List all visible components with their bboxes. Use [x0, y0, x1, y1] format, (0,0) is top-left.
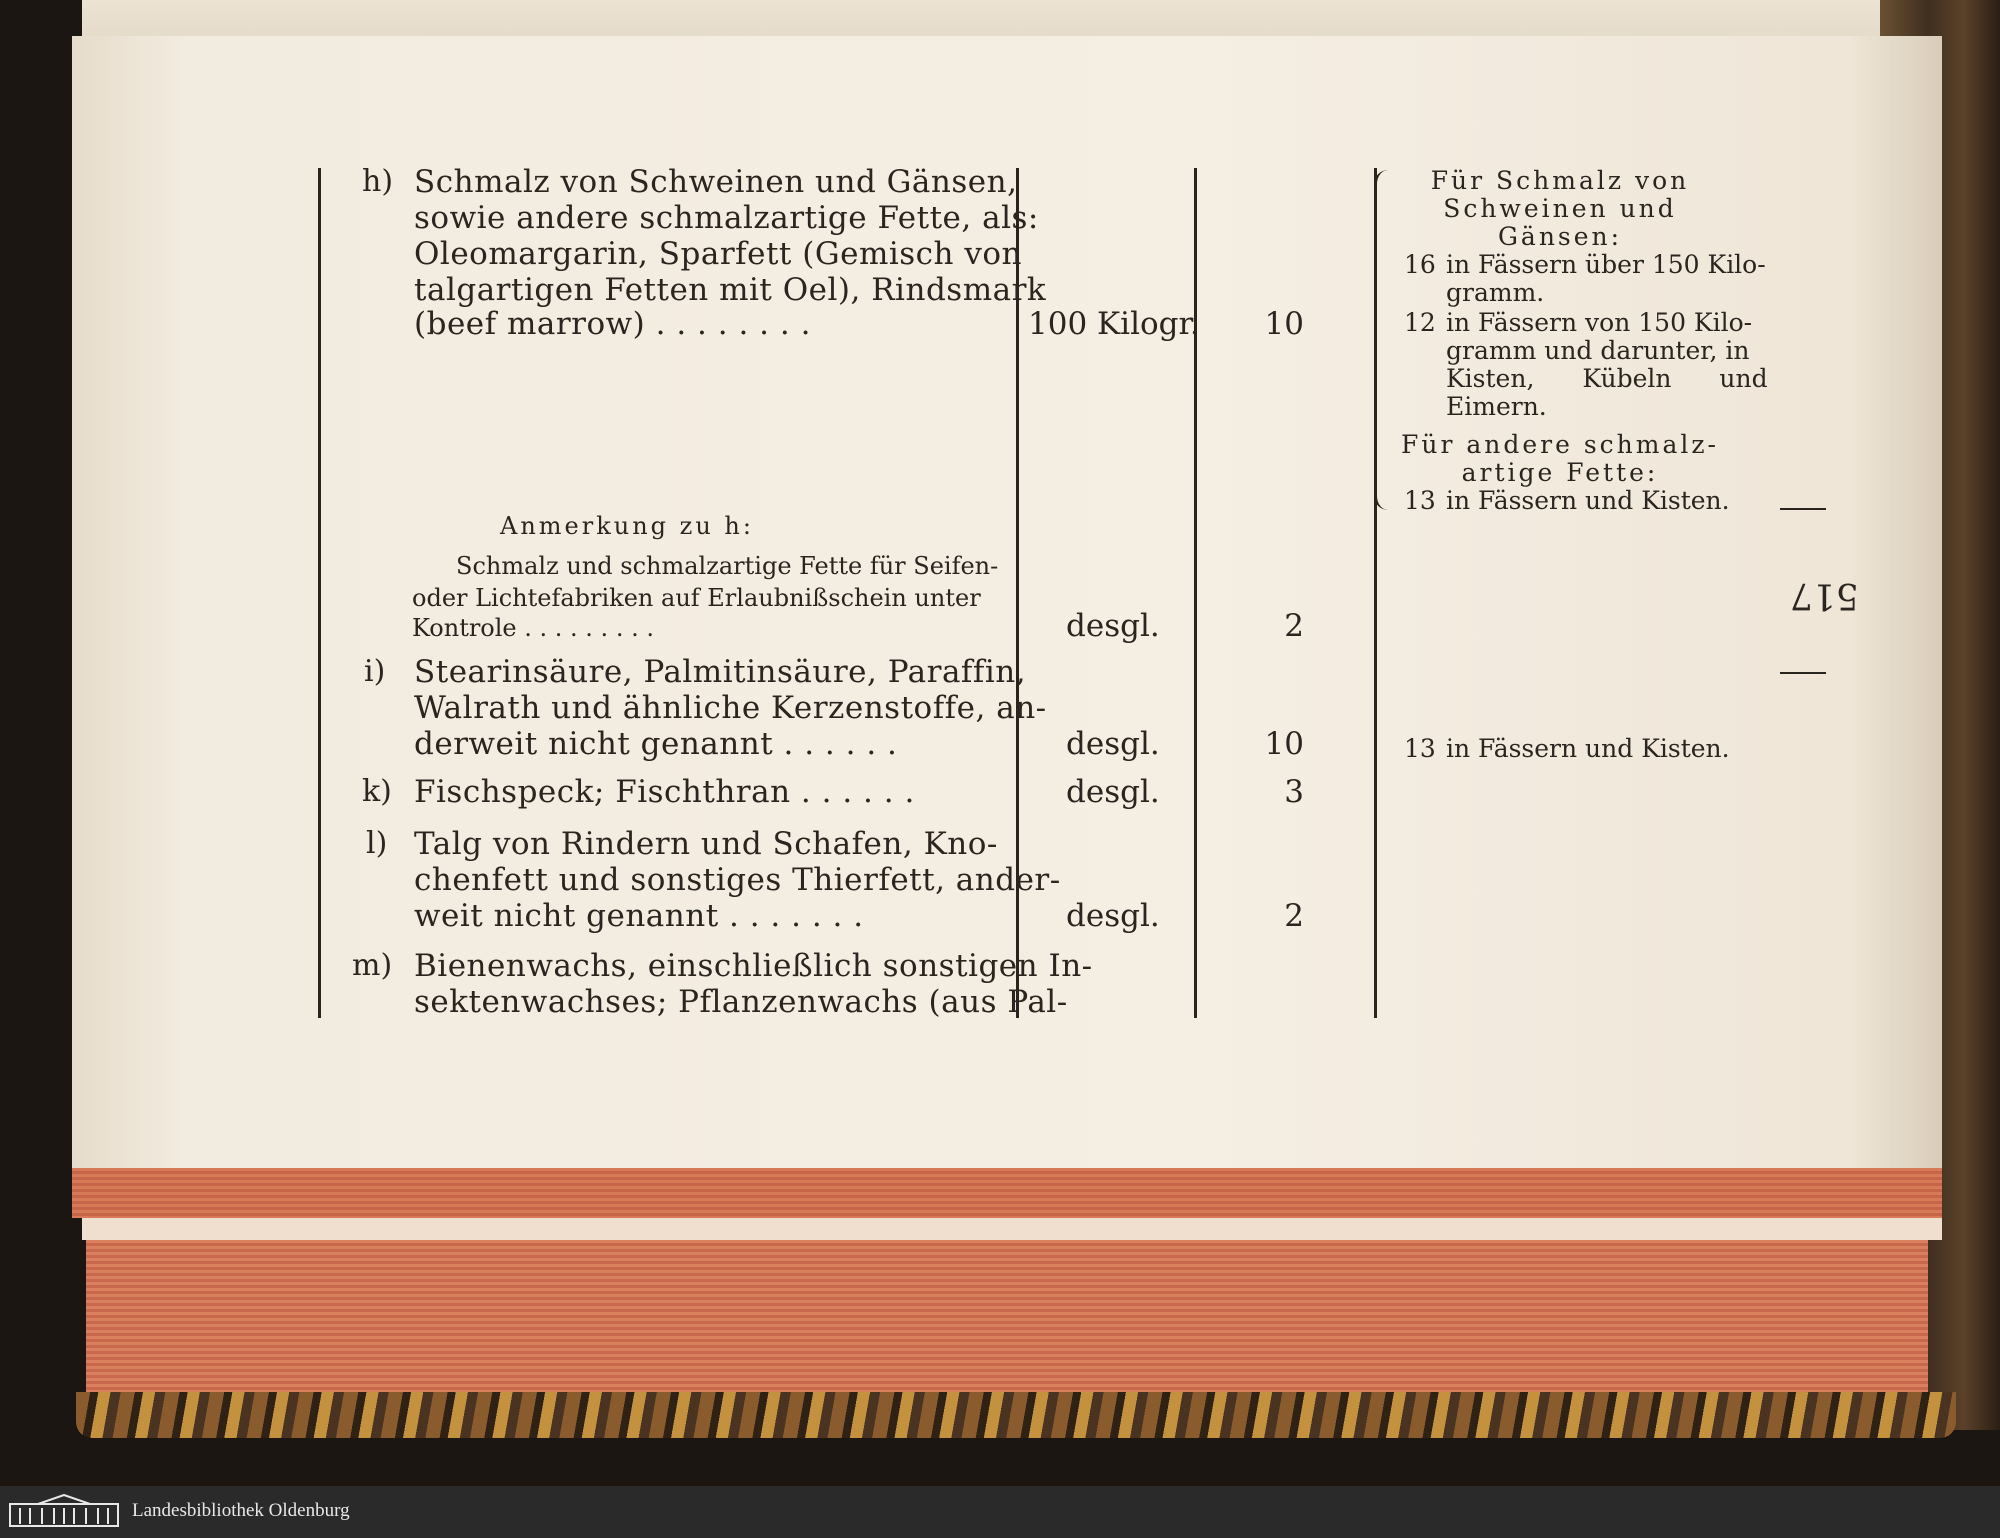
unit-cell: desgl.	[1066, 608, 1160, 644]
library-name: Landesbibliothek Oldenburg	[132, 1500, 350, 1521]
tara-line: in Fässern über 150 Kilo-	[1446, 250, 1766, 279]
note-line: Kontrole . . . . . . . . .	[412, 614, 654, 642]
margin-rule-top	[1780, 508, 1826, 510]
library-building-icon	[8, 1494, 120, 1528]
description-line: Fischspeck; Fischthran . . . . . .	[414, 774, 915, 810]
note-heading: Anmerkung zu h:	[500, 512, 754, 540]
margin-rule-bottom	[1780, 672, 1826, 674]
description-line: Walrath und ähnliche Kerzenstoffe, an-	[414, 690, 1047, 726]
description-line: Oleomargarin, Sparfett (Gemisch von	[414, 236, 1022, 272]
rate-cell: 10	[1264, 726, 1304, 762]
description-line: sowie andere schmalzartige Fette, als:	[414, 200, 1039, 236]
unit-cell: desgl.	[1066, 774, 1160, 810]
description-line: talgartigen Fetten mit Oel), Rindsmark	[414, 272, 1047, 308]
row-label: k)	[362, 774, 392, 809]
description-line: Schmalz von Schweinen und Gänsen,	[414, 164, 1018, 200]
tara-heading: Gänsen:	[1497, 222, 1623, 251]
tara-number: 13	[1404, 486, 1436, 515]
tara-line: Eimern.	[1446, 392, 1547, 421]
description-line: Talg von Rindern und Schafen, Kno-	[414, 826, 998, 862]
tara-number: 12	[1404, 308, 1436, 337]
marbled-cover	[76, 1392, 1956, 1438]
row-label: i)	[364, 654, 386, 689]
description-line: derweit nicht genannt . . . . . .	[414, 726, 898, 762]
tara-line: in Fässern von 150 Kilo-	[1446, 308, 1753, 337]
description-line: Bienenwachs, einschließlich sonstigen In-	[414, 948, 1093, 984]
note-line: oder Lichtefabriken auf Erlaubnißschein unter	[412, 584, 981, 612]
tara-line: Kisten, Kübeln und	[1446, 364, 1768, 393]
tara-line: in Fässern und Kisten.	[1446, 734, 1730, 763]
tara-number: 16	[1404, 250, 1436, 279]
unit-cell: desgl.	[1066, 726, 1160, 762]
rule-unit-rate	[1194, 168, 1197, 1018]
page-edge-top	[72, 1168, 1942, 1218]
rate-cell: 2	[1284, 898, 1304, 934]
library-footer	[0, 1486, 2000, 1538]
description-line: chenfett und sonstiges Thierfett, ander-	[414, 862, 1061, 898]
description-line: sektenwachses; Pflanzenwachs (aus Pal-	[414, 984, 1068, 1020]
row-label: m)	[352, 948, 393, 983]
tara-heading: artige Fette:	[1461, 458, 1659, 487]
tara-heading: Für andere schmalz-	[1401, 430, 1719, 459]
unit-cell: desgl.	[1066, 898, 1160, 934]
description-line: weit nicht genannt . . . . . . .	[414, 898, 864, 934]
rate-cell: 2	[1284, 608, 1304, 644]
rate-cell: 3	[1284, 774, 1304, 810]
row-label: h)	[362, 164, 394, 199]
tara-brace	[1374, 170, 1395, 510]
rate-cell: 10	[1264, 306, 1304, 342]
page-number: 517	[1790, 575, 1859, 616]
unit-cell: 100 Kilogr.	[1028, 306, 1200, 342]
tara-line: gramm und darunter, in	[1446, 336, 1750, 365]
description-line: Stearinsäure, Palmitinsäure, Paraffin,	[414, 654, 1027, 690]
tara-heading: Für Schmalz von	[1430, 166, 1690, 195]
tara-line: gramm.	[1446, 278, 1545, 307]
tara-line: in Fässern und Kisten.	[1446, 486, 1730, 515]
tara-number: 13	[1404, 734, 1436, 763]
row-label: l)	[366, 826, 388, 861]
tara-heading: Schweinen und	[1443, 194, 1677, 223]
note-line: Schmalz und schmalzartige Fette für Seifen-	[456, 552, 999, 580]
page-edge-gap	[82, 1218, 1942, 1240]
page-edge-block	[86, 1240, 1928, 1398]
rule-left	[318, 168, 321, 1018]
description-line: (beef marrow) . . . . . . . .	[414, 306, 811, 342]
